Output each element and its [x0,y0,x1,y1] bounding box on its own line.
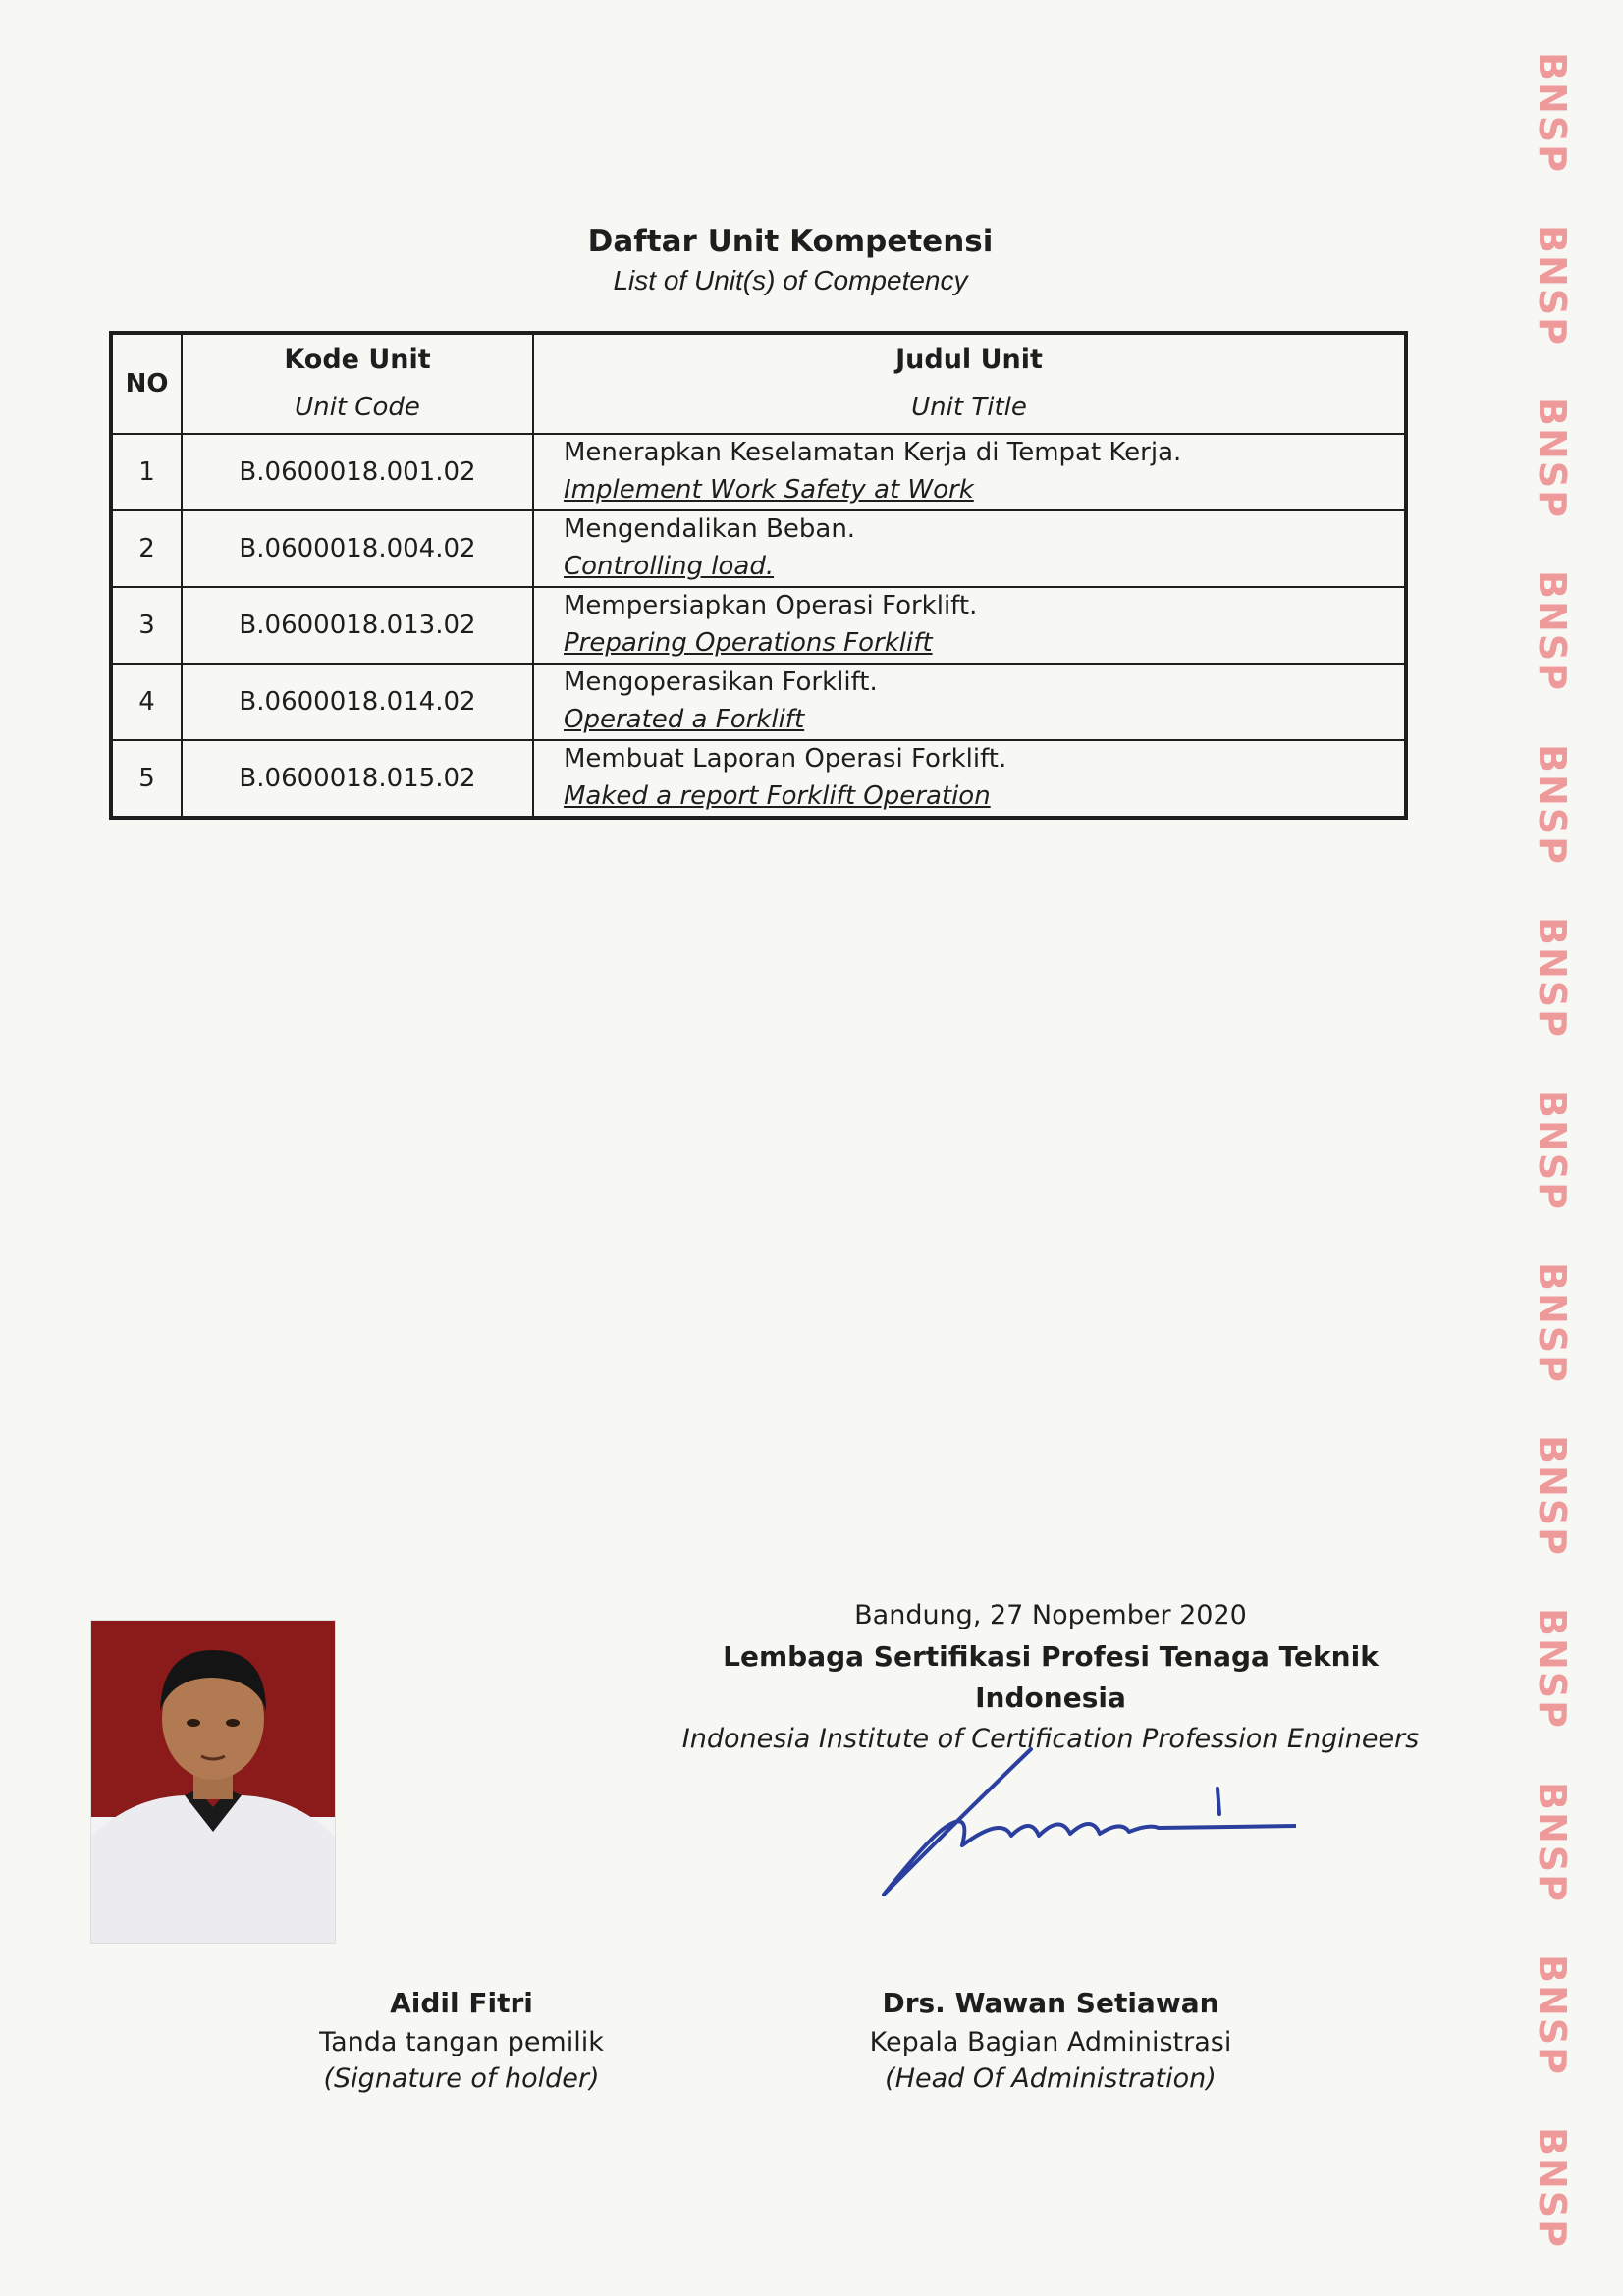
officer-signature [864,1737,1296,1904]
bnsp-watermark [1523,390,1582,527]
table-row [111,434,1406,510]
portrait-image [91,1621,335,1943]
bnsp-watermark-text: BNSP [1531,52,1574,174]
table-row [111,510,1406,587]
bnsp-watermark [1523,1427,1582,1565]
header-title [533,333,1406,434]
header-title-label: Judul Unit [895,345,1043,375]
bnsp-watermark [1523,1082,1582,1219]
row-title-en: Implement Work Safety at Work [564,475,974,505]
page-title: Daftar Unit Kompetensi [587,224,994,259]
row-title [533,664,1406,740]
row-code: B.0600018.015.02 [182,740,533,818]
row-code: B.0600018.004.02 [182,510,533,587]
page-heading [0,222,1581,300]
row-no: 4 [111,664,182,740]
officer-role-en: (Head Of Administration) [885,2063,1217,2094]
bnsp-watermark [1523,736,1582,874]
bnsp-watermark [1523,909,1582,1046]
bnsp-watermark-text: BNSP [1531,1435,1574,1558]
row-no: 5 [111,740,182,818]
header-no: NO [111,333,182,434]
holder-role: Tanda tangan pemilik [319,2027,604,2057]
header-code [182,333,533,434]
row-title-en: Operated a Forklift [564,705,805,734]
officer-role: Kepala Bagian Administrasi [869,2027,1232,2057]
row-title-en: Maked a report Forklift Operation [564,781,991,811]
row-no: 3 [111,587,182,664]
bnsp-watermark [1523,1600,1582,1737]
header-title-label-en: Unit Title [911,393,1027,422]
officer-name: Drs. Wawan Setiawan [882,1987,1219,2019]
table-header-row [111,333,1406,434]
row-title [533,587,1406,664]
issuer-block [677,1595,1424,1760]
bnsp-watermark-text: BNSP [1531,2126,1574,2249]
competency-table [109,331,1408,820]
page-subtitle: List of Unit(s) of Competency [613,265,968,295]
bnsp-watermark [1523,44,1582,182]
row-title-en: Preparing Operations Forklift [564,628,933,658]
bnsp-watermark-text: BNSP [1531,1781,1574,1903]
table-row [111,587,1406,664]
bnsp-watermark [1523,562,1582,700]
row-code: B.0600018.014.02 [182,664,533,740]
bnsp-watermark-text: BNSP [1531,225,1574,347]
bnsp-watermark [1523,1255,1582,1392]
row-title-id: Mengoperasikan Forklift. [564,667,878,697]
bnsp-watermark-text: BNSP [1531,398,1574,520]
holder-photo [90,1620,336,1944]
row-title-id: Membuat Laporan Operasi Forklift. [564,744,1007,774]
officer-block [815,1983,1286,2097]
row-title-id: Mempersiapkan Operasi Forklift. [564,591,978,620]
row-code: B.0600018.001.02 [182,434,533,510]
holder-role-en: (Signature of holder) [323,2063,600,2094]
header-code-label-en: Unit Code [295,393,420,422]
place-date: Bandung, 27 Nopember 2020 [854,1600,1247,1630]
issuer-org-en: Indonesia Institute of Certification Profession Engineers [681,1724,1420,1754]
bnsp-watermark-text: BNSP [1531,1262,1574,1385]
issuer-org: Lembaga Sertifikasi Profesi Tenaga Teknik Indonesia [723,1640,1379,1714]
bnsp-watermark [1523,1774,1582,1911]
row-no: 1 [111,434,182,510]
bnsp-watermark-text: BNSP [1531,916,1574,1039]
row-title-id: Menerapkan Keselamatan Kerja di Tempat Kerja. [564,438,1182,467]
row-title [533,434,1406,510]
row-title [533,740,1406,818]
watermark-strip [1523,29,1582,2277]
bnsp-watermark-text: BNSP [1531,1608,1574,1731]
row-code: B.0600018.013.02 [182,587,533,664]
row-title [533,510,1406,587]
row-title-id: Mengendalikan Beban. [564,514,856,544]
bnsp-watermark [1523,2119,1582,2257]
holder-block [295,1983,628,2097]
holder-name: Aidil Fitri [390,1987,533,2019]
row-no: 2 [111,510,182,587]
bnsp-watermark [1523,1947,1582,2084]
bnsp-watermark-text: BNSP [1531,743,1574,866]
row-title-en: Controlling load. [564,552,775,581]
bnsp-watermark-text: BNSP [1531,570,1574,693]
table-row [111,740,1406,818]
bnsp-watermark-text: BNSP [1531,1953,1574,2076]
header-code-label: Kode Unit [284,345,431,375]
table-row [111,664,1406,740]
bnsp-watermark-text: BNSP [1531,1089,1574,1211]
